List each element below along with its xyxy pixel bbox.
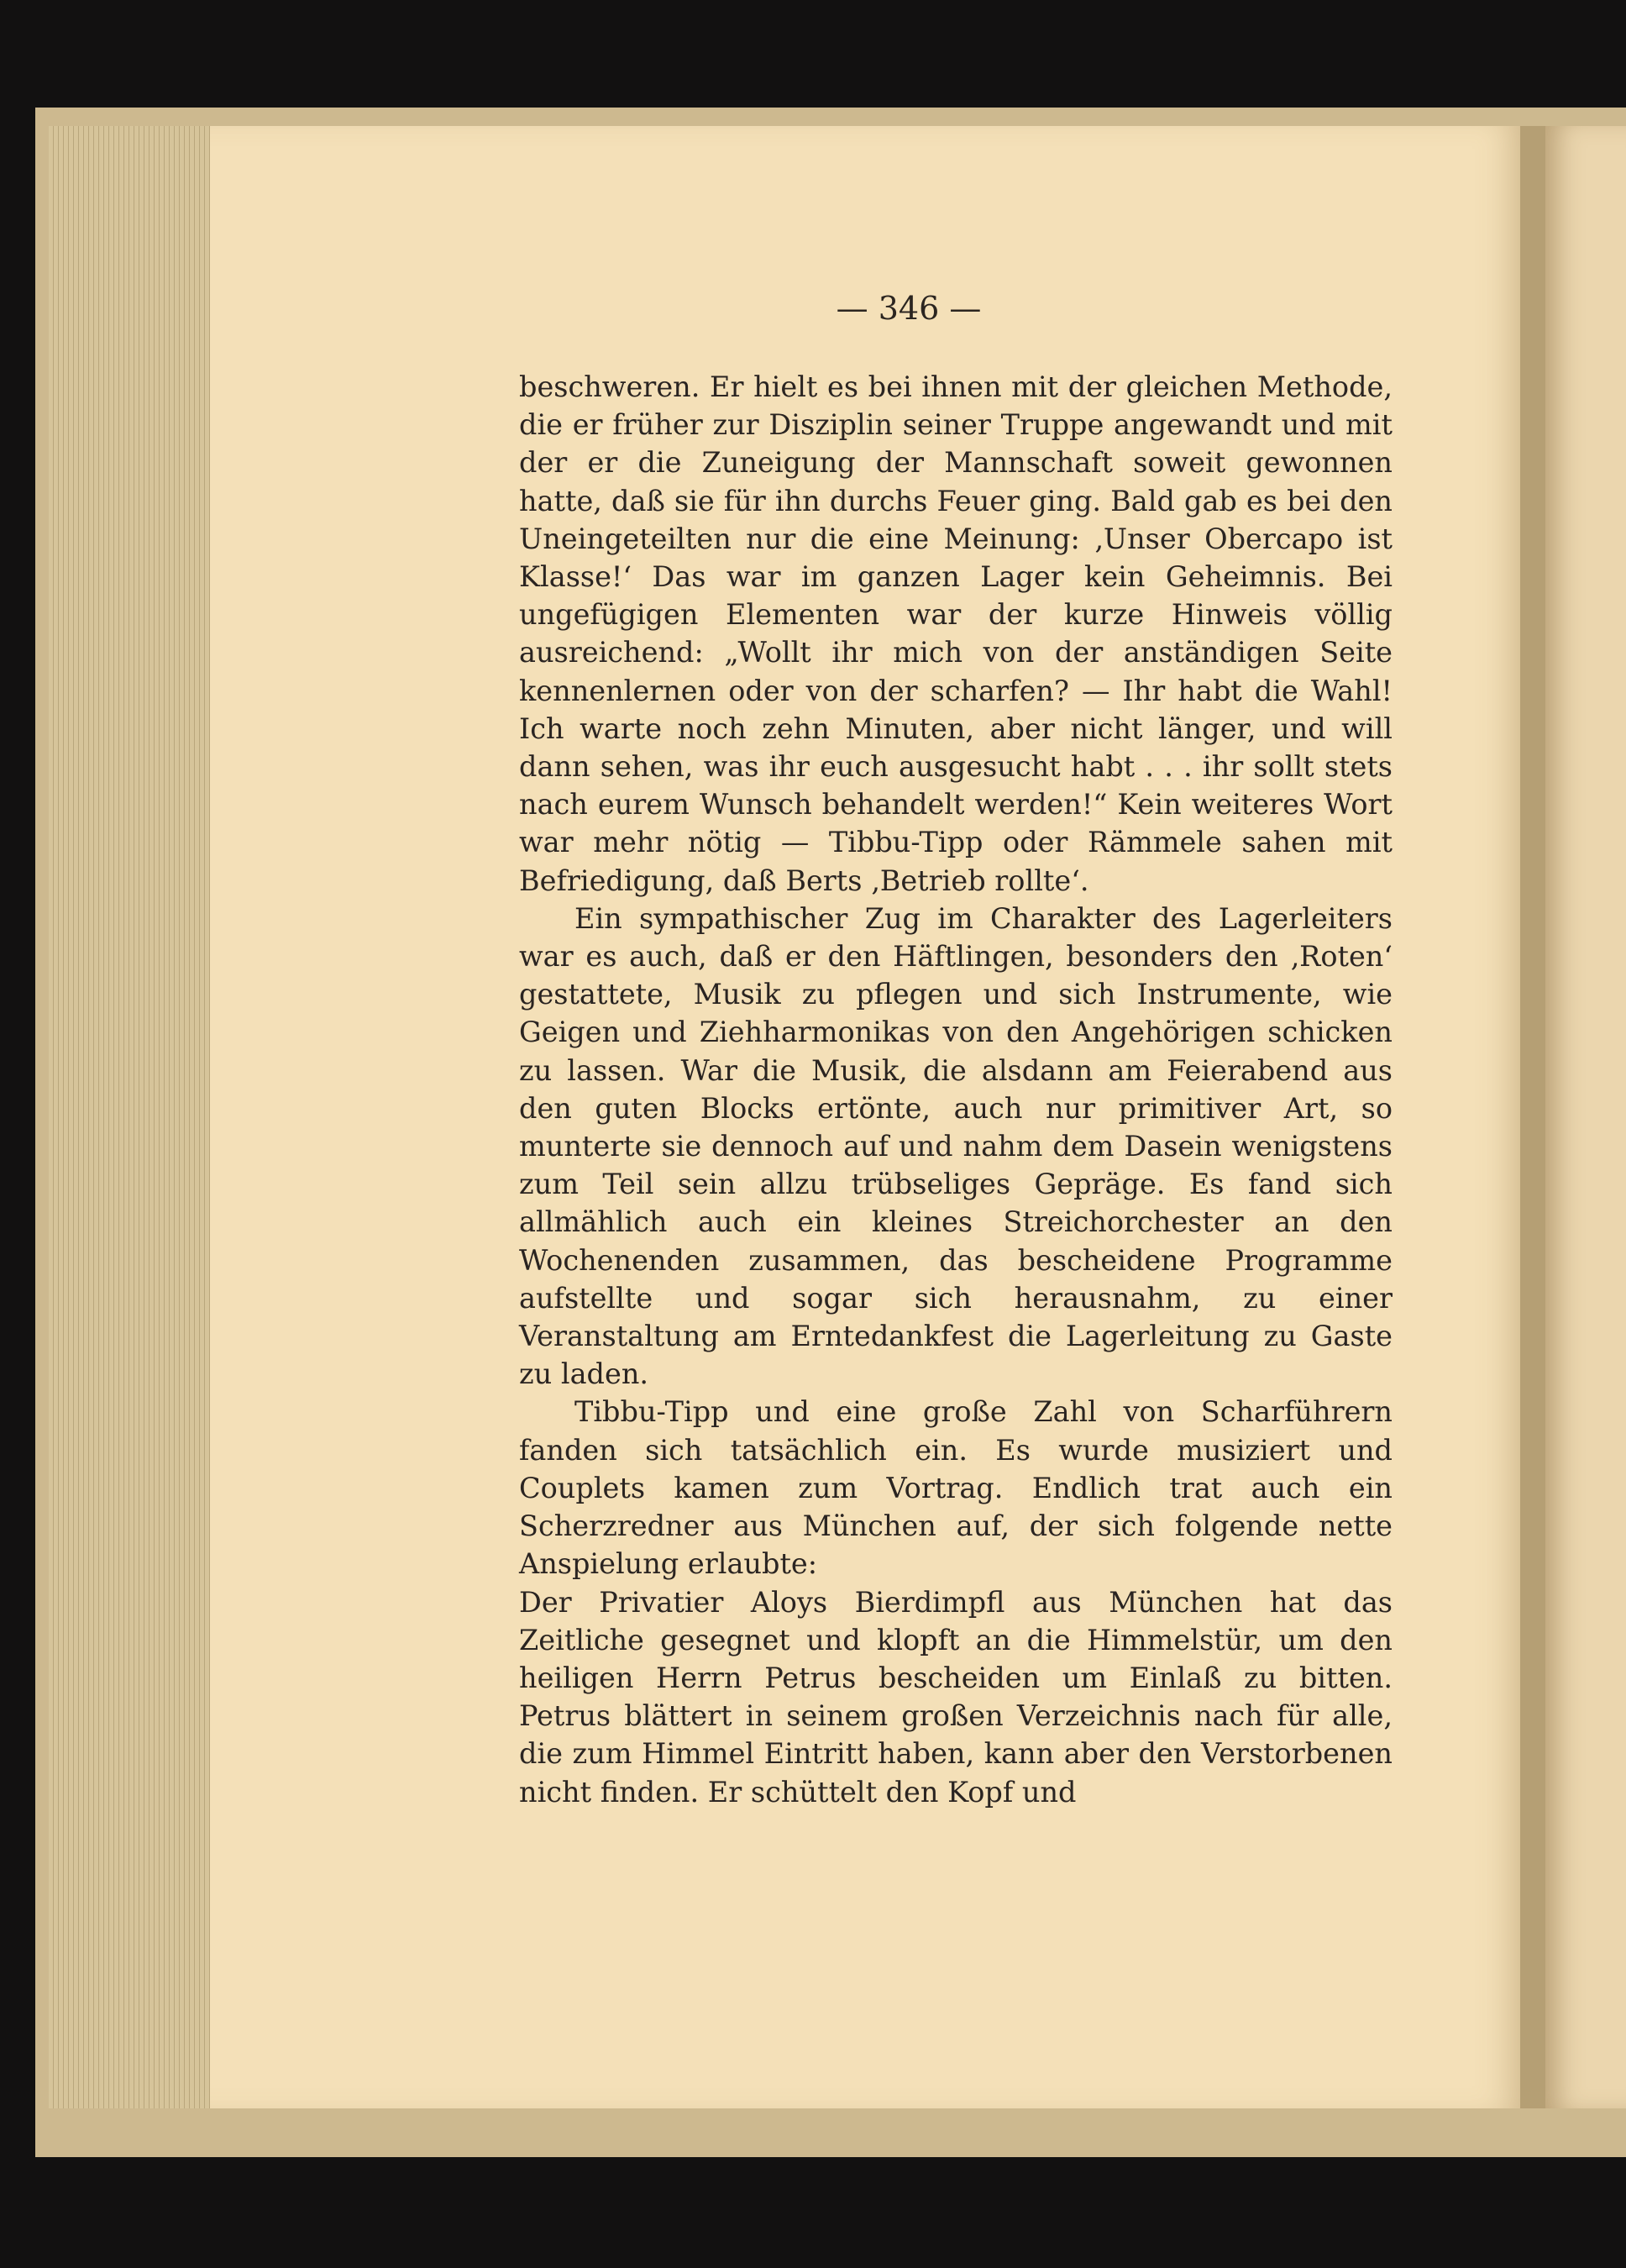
next-page-edge	[1545, 126, 1626, 2108]
book-gutter	[1520, 126, 1549, 2108]
page-edges	[49, 126, 217, 2108]
paragraph-2: Ein sympathischer Zug im Charakter des Lagerleiters war es auch, daß er den Häftlingen, besonders den ‚Roten‘ gestattete, Musik zu pflegen und sich Instrumente, wie Geigen und Ziehharmonikas von den Angehörigen schicken zu lassen. War die Musik, die alsdann am Feierabend aus den guten Blocks ertönte, auch nur primitiver Art, so munterte sie dennoch auf und nahm dem Dasein wenigstens zum Teil sein allzu trübseliges Gepräge. Es fand sich allmählich auch ein kleines Streichorchester an den Wochenenden zusammen, das bescheidene Programme aufstellte und sogar sich herausnahm, zu einer Veranstaltung am Erntedankfest die Lagerleitung zu Gaste zu laden.	[519, 901, 1393, 1391]
body-text	[519, 368, 1393, 1811]
paragraph-3: Tibbu-Tipp und eine große Zahl von Scharführern fanden sich tatsächlich ein. Es wurde musiziert und Couplets kamen zum Vortrag. Endlich trat auch ein Scherzredner aus München auf, der sich folgende nette Anspielung erlaubte:	[519, 1395, 1393, 1581]
page-number-container	[0, 290, 1626, 327]
page-number: — 346 —	[836, 290, 982, 327]
paragraph-4: Der Privatier Aloys Bierdimpfl aus München hat das Zeitliche gesegnet und klopft an die Himmelstür, um den heiligen Herrn Petrus bescheiden um Einlaß zu bitten. Petrus blättert in seinem großen Verzeichnis nach für alle, die zum Himmel Eintritt haben, kann aber den Verstorbenen nicht finden. Er schüttelt den Kopf und	[519, 1585, 1393, 1809]
paragraph-1: beschweren. Er hielt es bei ihnen mit der gleichen Methode, die er früher zur Disziplin seiner Truppe angewandt und mit der er die Zuneigung der Mannschaft soweit gewonnen hatte, daß sie für ihn durchs Feuer ging. Bald gab es bei den Uneingeteilten nur die eine Meinung: ‚Unser Obercapo ist Klasse!‘ Das war im ganzen Lager kein Geheimnis. Bei ungefügigen Elementen war der kurze Hinweis völlig ausreichend: „Wollt ihr mich von der anständigen Seite kennenlernen oder von der scharfen? — Ihr habt die Wahl! Ich warte noch zehn Minuten, aber nicht länger, und will dann sehen, was ihr euch ausgesucht habt . . . ihr sollt stets nach eurem Wunsch behandelt werden!“ Kein weiteres Wort war mehr nötig — Tibbu-Tipp oder Rämmele sahen mit Befriedigung, daß Berts ‚Betrieb rollte‘.	[519, 370, 1393, 897]
